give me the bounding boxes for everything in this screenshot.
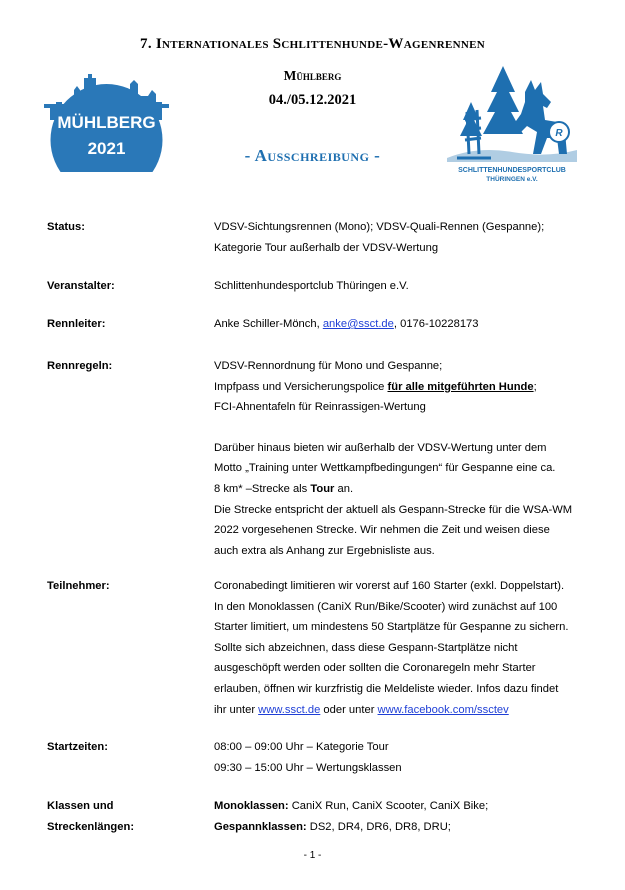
ssct-website-link[interactable]: www.ssct.de [258,703,321,716]
participants-line: In den Monoklassen (CaniX Run/Bike/Scooter) wird zunächst auf 100 [214,600,558,613]
race-director-email-link[interactable]: anke@ssct.de [322,318,394,330]
event-title: 7. Internationales Schlittenhunde-Wagenrennen [140,36,485,52]
race-rules-para-line: auch extra als Anhang zur Ergebnisliste aus. [214,544,435,557]
muehlberg-logo [44,68,169,178]
logo-left-text2: 2021 [87,139,126,158]
page-number: - 1 - [303,850,322,861]
race-rules-para-line: 8 km* –Strecke als Tour an. [214,482,354,495]
logo-right-text1: SCHLITTENHUNDESPORTCLUB [458,167,566,174]
race-director-value [214,314,614,335]
participants-value [214,576,614,720]
status-line: Kategorie Tour außerhalb der VDSV-Wertung [214,241,439,254]
race-rules-para-line: Die Strecke entspricht der aktuell als Gespann-Strecke für die WSA-WM [214,503,573,516]
status-label: Status: [47,221,85,233]
team-classes-line: Gespannklassen: DS2, DR4, DR6, DR8, DRU; [214,820,451,833]
mono-classes-line: Monoklassen: CaniX Run, CaniX Scooter, CaniX Bike; [214,800,489,812]
start-times-value [214,737,614,778]
event-location: Mühlberg [283,68,342,83]
start-time-line: 09:30 – 15:00 Uhr – Wertungsklassen [214,761,402,774]
participants-line: Starter limitiert, um mindestens 50 Startplätze für Gespanne zu sichern. [214,621,569,634]
document-subtitle: - Ausschreibung - [244,146,381,165]
status-line: VDSV-Sichtungsrennen (Mono); VDSV-Quali-Rennen (Gespanne); [214,221,545,233]
race-rules-para-line: Darüber hinaus bieten wir außerhalb der VDSV-Wertung unter dem [214,441,547,454]
logo-right-text2: THÜRINGEN e.V. [486,176,538,183]
race-rules-line: VDSV-Rennordnung für Mono und Gespanne; [214,360,443,372]
race-director-phone: , 0176-10228173 [393,318,479,330]
race-rules-line: FCI-Ahnentafeln für Reinrassigen-Wertung [214,401,426,414]
participants-line: ihr unter www.ssct.de oder unter www.facebook.com/ssctev [214,703,509,716]
participants-line: ausgeschöpft werden oder sollten die Coronaregeln mehr Starter [214,662,536,675]
start-times-label: Startzeiten: [47,741,108,753]
logo-left-text1: MÜHLBERG [57,113,156,132]
participants-line: erlauben, öffnen wir kurzfristig die Meldeliste wieder. Infos dazu findet [214,682,559,695]
race-rules-value [214,356,614,561]
facebook-link[interactable]: www.facebook.com/ssctev [377,703,509,716]
organizer-label: Veranstalter: [47,280,115,292]
participants-line: Coronabedingt limitieren wir vorerst auf 160 Starter (exkl. Doppelstart). [214,580,565,592]
organizer-value: Schlittenhundesportclub Thüringen e.V. [214,280,409,292]
race-director-label: Rennleiter: [47,318,106,330]
participants-label: Teilnehmer: [47,580,110,592]
classes-value [214,796,614,837]
participants-line: Sollte sich abzeichnen, dass diese Gespann-Startplätze nicht [214,641,518,654]
race-rules-para-line: Motto „Training unter Wettkampfbedingungen“ für Gespanne eine ca. [214,462,556,475]
svg-text:R: R [555,128,563,139]
race-director-name: Anke Schiller-Mönch, [214,318,323,330]
club-logo [447,62,577,184]
race-rules-line: Impfpass und Versicherungspolice für alle mitgeführten Hunde; [214,380,537,393]
classes-label: Klassen und Streckenlängen: [47,800,135,833]
status-value [214,217,614,258]
event-date: 04./05.12.2021 [268,92,357,108]
race-rules-label: Rennregeln: [47,360,113,372]
race-rules-para-line: 2022 vorgesehenen Strecke. Wir nehmen die Zeit und weisen diese [214,524,550,537]
start-time-line: 08:00 – 09:00 Uhr – Kategorie Tour [214,741,389,753]
